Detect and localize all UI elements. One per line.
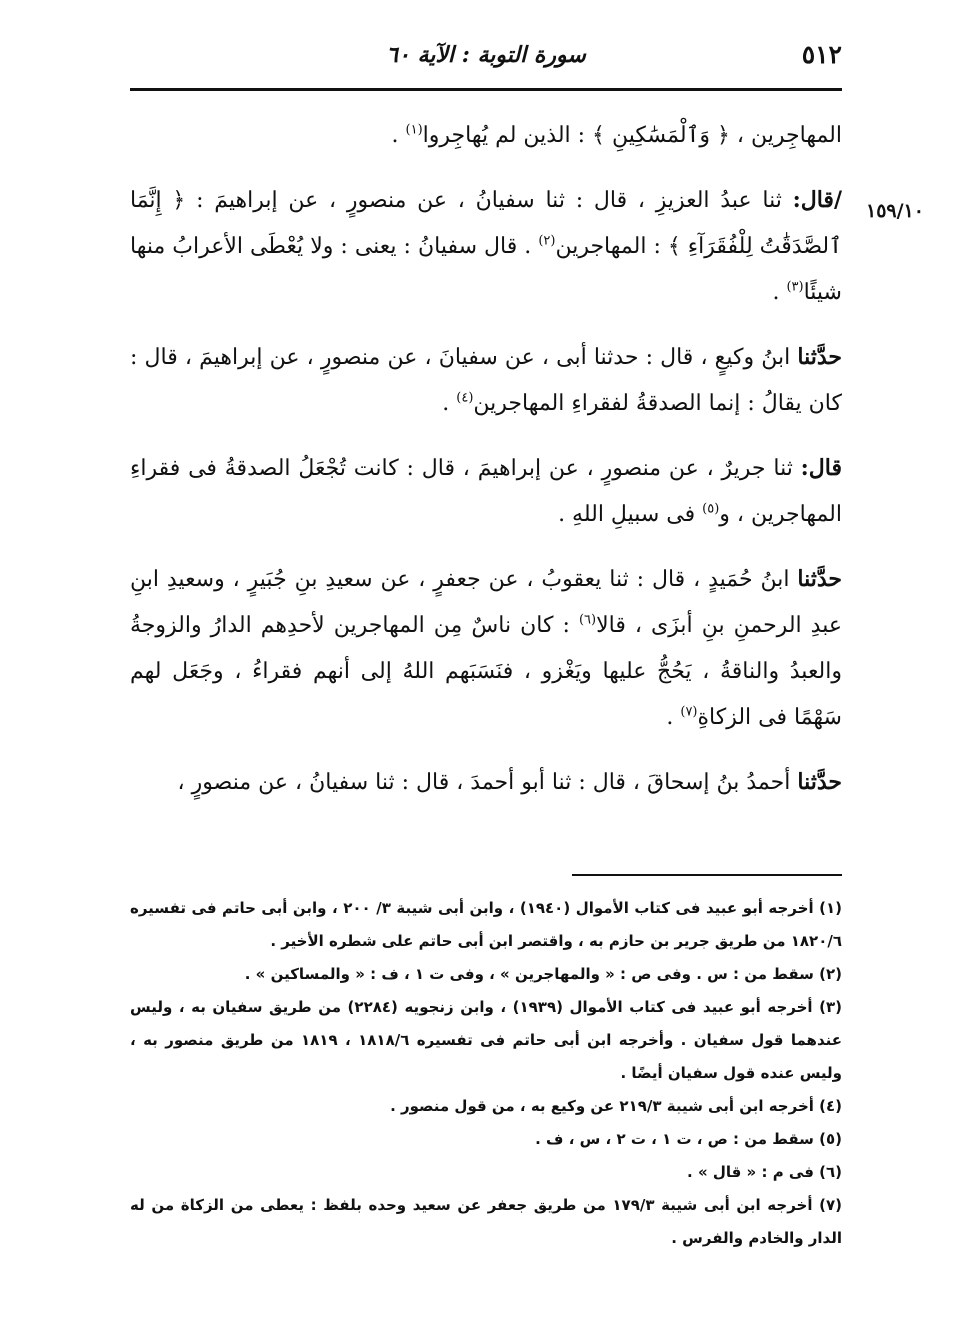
surah-title: سورة التوبة : الآية ٦٠ [386, 42, 586, 68]
footnote-marker: (٣) [786, 279, 804, 295]
footnote: (٦) فى م : « قال » . [687, 1163, 842, 1181]
paragraph [130, 334, 842, 427]
paragraph-text: أحمدُ بنُ إسحاقَ ، قال : ثنا أبو أحمدَ ، قال : ثنا سفيانُ ، عن منصورٍ ، [177, 770, 798, 795]
page-header [130, 36, 842, 86]
paragraph [130, 759, 842, 806]
footnote: (٣) أخرجه أبو عبيد فى كتاب الأموال (١٩٣٩) ، وابن زنجويه (٢٢٨٤) من طريق سفيان به ، وليس عندهما قول سفيان . وأخرجه ابن أبى حاتم فى تفسيره ١٨١٨/٦ ، ١٨١٩ من طريق منصور به ، وليس عنده قول سفيان أيضًا . [130, 998, 842, 1082]
footnote-marker: (٥) [702, 501, 720, 517]
paragraph-tail: : كان ناسٌ مِن المهاجرين لأحدِهم الدارُ والزوجةُ والعبدُ والناقةُ ، يَحُجُّ عليها ويَغْزو ، فنَسَبَهم اللهُ إلى أنهم فقراءُ ، وجَعَل لهم سَهْمًا فى الزكاةِ [130, 613, 842, 730]
footnote-marker: (١) [405, 122, 423, 138]
footnote-marker: (٤) [456, 390, 474, 406]
paragraph [130, 112, 842, 159]
paragraph-lead: حدَّثنا [797, 344, 842, 370]
footnote: (١) أخرجه أبو عبيد فى كتاب الأموال (١٩٤٠) ، وابن أبى شيبة ٣/ ٢٠٠ ، وابن أبى حاتم فى تفسيره ١٨٢٠/٦ من طريق جرير بن حازم به ، واقتصر ابن أبى حاتم على شطره الأخير . [130, 899, 842, 950]
footnote: (٢) سقط من : س . وفى ص : « والمهاجرين » ، وفى ت ١ ، ف : « والمساكين » . [244, 965, 842, 983]
paragraph-lead: /قال: [792, 187, 842, 213]
paragraph-tail: . [442, 391, 457, 416]
paragraph [130, 177, 842, 316]
paragraph-lead: حدَّثنا [797, 769, 842, 795]
paragraph-text: ابنُ وكيعٍ ، قال : حدثنا أبى ، عن سفيانَ ، عن منصورٍ ، عن إبراهيمَ ، قال : كان يقالُ : إنما الصدقةُ لفقراءِ المهاجرين [130, 345, 842, 416]
paragraph-lead: حدَّثنا [797, 566, 842, 592]
paragraph-tail: . [772, 280, 787, 305]
main-text [130, 112, 842, 824]
paragraph-lead: قال: [800, 455, 842, 481]
paragraph-text: ثنا جريرٌ ، عن منصورٍ ، عن إبراهيمَ ، قال : كانت تُجْعَلُ الصدقةُ فى فقراءِ المهاجرين ، و [130, 456, 842, 527]
footnote-marker: (٢) [538, 233, 556, 249]
paragraph [130, 556, 842, 741]
footnotes [130, 892, 842, 1255]
footnote-marker: (٧) [680, 704, 698, 720]
footnote-divider [572, 874, 842, 876]
paragraph [130, 445, 842, 538]
paragraph-tail: . [666, 705, 681, 730]
footnote-marker: (٦) [578, 612, 597, 628]
paragraph-tail: . قال سفيانُ : يعنى : ولا يُعْطَى الأعرابُ منها شيئًا [130, 234, 842, 305]
paragraph-tail: فى سبيلِ اللهِ . [558, 502, 703, 527]
margin-reference: ١٥٩/١٠ [866, 200, 924, 222]
footnote: (٥) سقط من : ص ، ت ١ ، ت ٢ ، س ، ف . [535, 1130, 842, 1148]
paragraph-text: ثنا عبدُ العزيزِ ، قال : ثنا سفيانُ ، عن منصورٍ ، عن إبراهيمَ : ﴿ إِنَّمَا ٱلصَّدَقَٰتُ لِلْفُقَرَآءِ ﴾ : المهاجرين [130, 188, 843, 259]
page-number: ٥١٢ [801, 40, 842, 69]
footnote: (٤) أخرجه ابن أبى شيبة ٢١٩/٣ عن وكيع به ، من قول منصور . [390, 1097, 842, 1115]
paragraph-text: ابنُ حُمَيدٍ ، قال : ثنا يعقوبُ ، عن جعفرٍ ، عن سعيدِ بنِ جُبَيرٍ ، وسعيدِ ابنِ عبدِ الرحمنِ بنِ أبزَى ، قالا [130, 567, 842, 638]
paragraph-text: المهاجِرين ، ﴿ وَٱلْمَسَٰكِينِ ﴾ : الذين لم يُهاجِروا [422, 123, 842, 148]
header-divider [130, 88, 842, 91]
footnote: (٧) أخرجه ابن أبى شيبة ١٧٩/٣ من طريق جعفر عن سعيد وحده بلفظ : يعطى من الزكاة من له الدار والخادم والفرس . [130, 1196, 842, 1247]
paragraph-tail: . [391, 123, 406, 148]
